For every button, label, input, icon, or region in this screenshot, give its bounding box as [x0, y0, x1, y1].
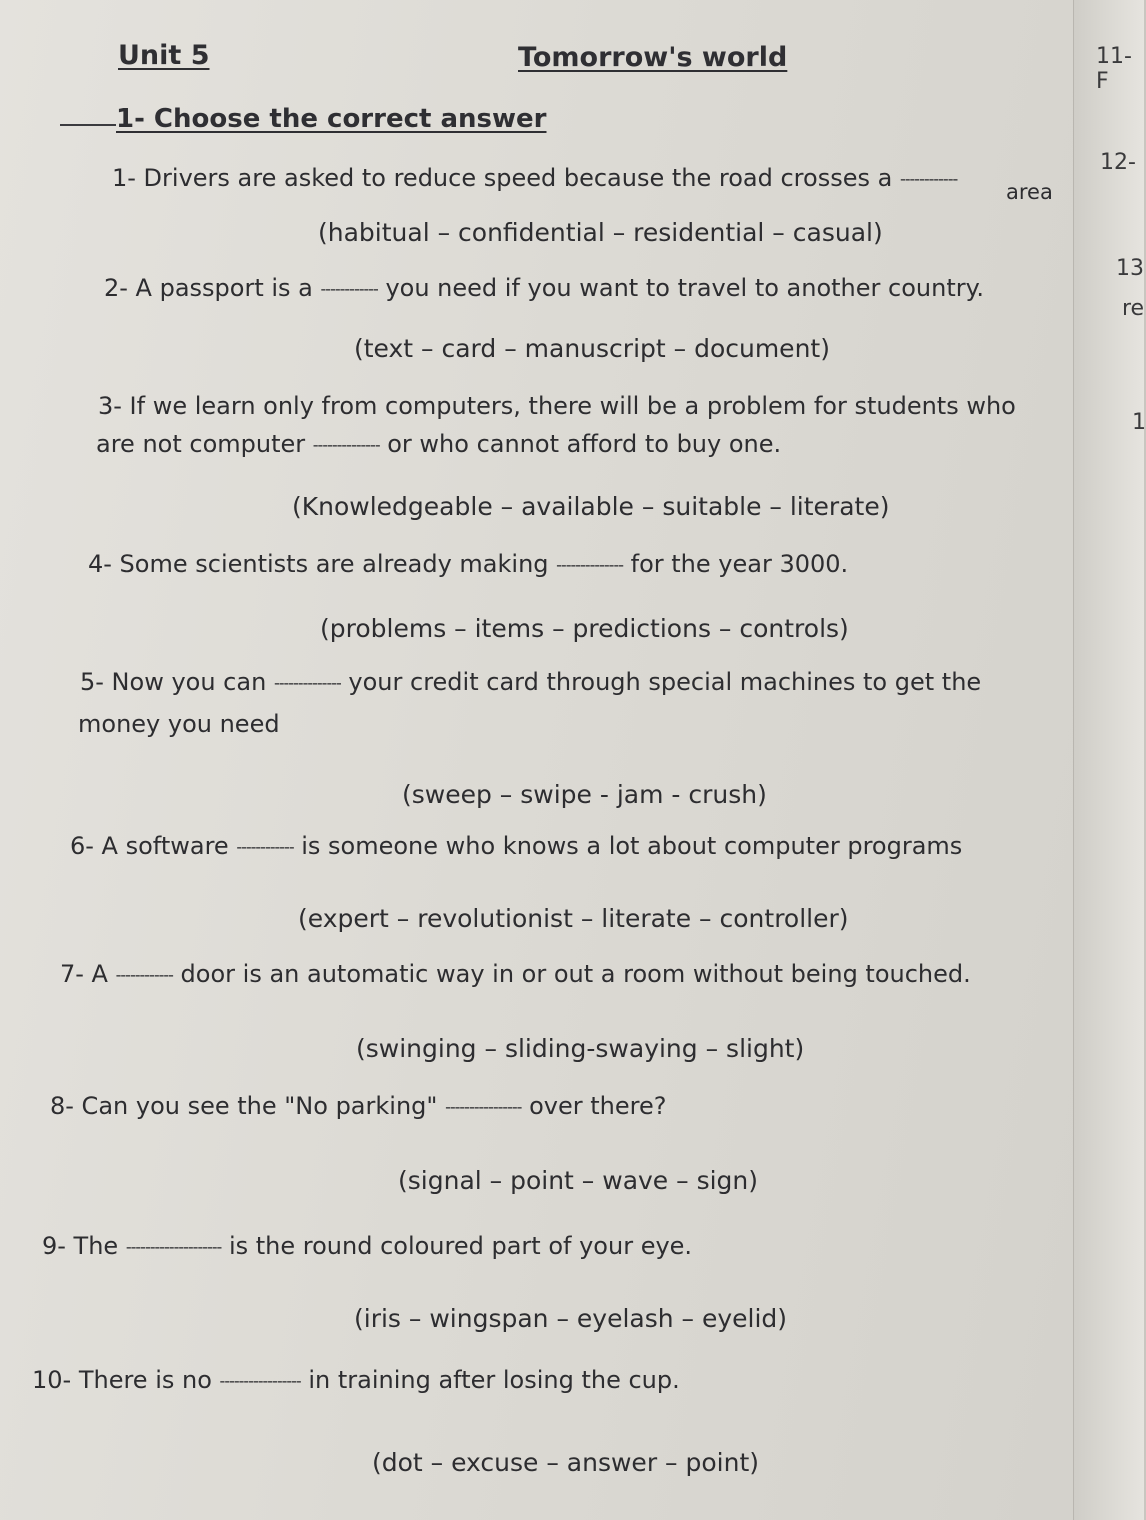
- edge-label: 1: [1132, 410, 1146, 435]
- question-7: [60, 960, 971, 988]
- answer-blank[interactable]: ------------: [115, 965, 173, 985]
- answer-blank[interactable]: --------------: [556, 555, 623, 575]
- question-4: [88, 550, 848, 578]
- question-9-options: (iris – wingspan – eyelash – eyelid): [354, 1304, 788, 1333]
- answer-blank[interactable]: ------------: [899, 169, 958, 189]
- edge-label: 13: [1116, 256, 1144, 281]
- question-text: your credit card through special machines to get the: [348, 668, 982, 696]
- question-6-options: (expert – revolutionist – literate – controller): [298, 904, 849, 933]
- unit-label: Unit 5: [118, 40, 210, 71]
- question-text: 7- A: [60, 960, 108, 988]
- answer-blank[interactable]: --------------------: [125, 1237, 222, 1257]
- question-text: 8- Can you see the "No parking": [50, 1092, 438, 1120]
- question-10: [32, 1366, 680, 1394]
- edge-label: re: [1122, 296, 1145, 321]
- question-text: or who cannot afford to buy one.: [387, 430, 782, 458]
- question-text: 9- The: [42, 1232, 119, 1260]
- question-5-line-1: [80, 668, 981, 696]
- section-rule: [60, 124, 116, 126]
- question-text: is the round coloured part of your eye.: [228, 1232, 693, 1260]
- question-text: are not computer: [96, 430, 306, 458]
- page-title: Tomorrow's world: [518, 42, 788, 73]
- answer-blank[interactable]: --------------: [273, 673, 341, 693]
- question-text: you need if you want to travel to another country.: [385, 274, 985, 302]
- question-2-options: (text – card – manuscript – document): [354, 334, 830, 363]
- answer-blank[interactable]: ------------: [236, 837, 294, 857]
- question-text: 10- There is no: [32, 1366, 212, 1394]
- answer-blank[interactable]: ------------: [320, 279, 378, 299]
- question-8-options: (signal – point – wave – sign): [398, 1166, 759, 1195]
- question-1: [112, 164, 957, 192]
- question-text: 5- Now you can: [80, 668, 267, 696]
- question-5-options: (sweep – swipe - jam - crush): [402, 780, 767, 809]
- question-text: 4- Some scientists are already making: [88, 550, 549, 578]
- question-3-line-2: [96, 430, 781, 458]
- question-10-options: (dot – excuse – answer – point): [372, 1448, 759, 1477]
- question-text: for the year 3000.: [630, 550, 849, 578]
- question-7-options: (swinging – sliding-swaying – slight): [356, 1034, 805, 1063]
- question-3-options: (Knowledgeable – available – suitable – literate): [292, 492, 890, 521]
- section-heading: 1- Choose the correct answer: [116, 104, 547, 134]
- adjacent-page-edge: [1073, 0, 1144, 1520]
- question-9: [42, 1232, 692, 1260]
- question-5-line-2: money you need: [78, 710, 280, 738]
- question-1-tail: area: [1006, 180, 1053, 204]
- question-text: 1- Drivers are asked to reduce speed because the road crosses a: [112, 164, 893, 192]
- answer-blank[interactable]: ----------------: [445, 1097, 522, 1117]
- question-text: over there?: [529, 1092, 667, 1120]
- question-text: is someone who knows a lot about computer programs: [301, 832, 963, 860]
- question-text: door is an automatic way in or out a room without being touched.: [180, 960, 971, 988]
- answer-blank[interactable]: -----------------: [219, 1371, 301, 1391]
- question-2: [104, 274, 984, 302]
- answer-blank[interactable]: --------------: [312, 435, 380, 455]
- question-text: 2- A passport is a: [104, 274, 313, 302]
- question-1-options: (habitual – confidential – residential – casual): [318, 218, 883, 247]
- question-6: [70, 832, 962, 860]
- question-4-options: (problems – items – predictions – controls): [320, 614, 849, 643]
- edge-label: 11- F: [1096, 44, 1132, 94]
- question-text: in training after losing the cup.: [308, 1366, 680, 1394]
- edge-label: 12-: [1100, 150, 1136, 175]
- question-3-line-1: 3- If we learn only from computers, there will be a problem for students who: [98, 392, 1016, 420]
- question-text: 6- A software: [70, 832, 229, 860]
- question-8: [50, 1092, 666, 1120]
